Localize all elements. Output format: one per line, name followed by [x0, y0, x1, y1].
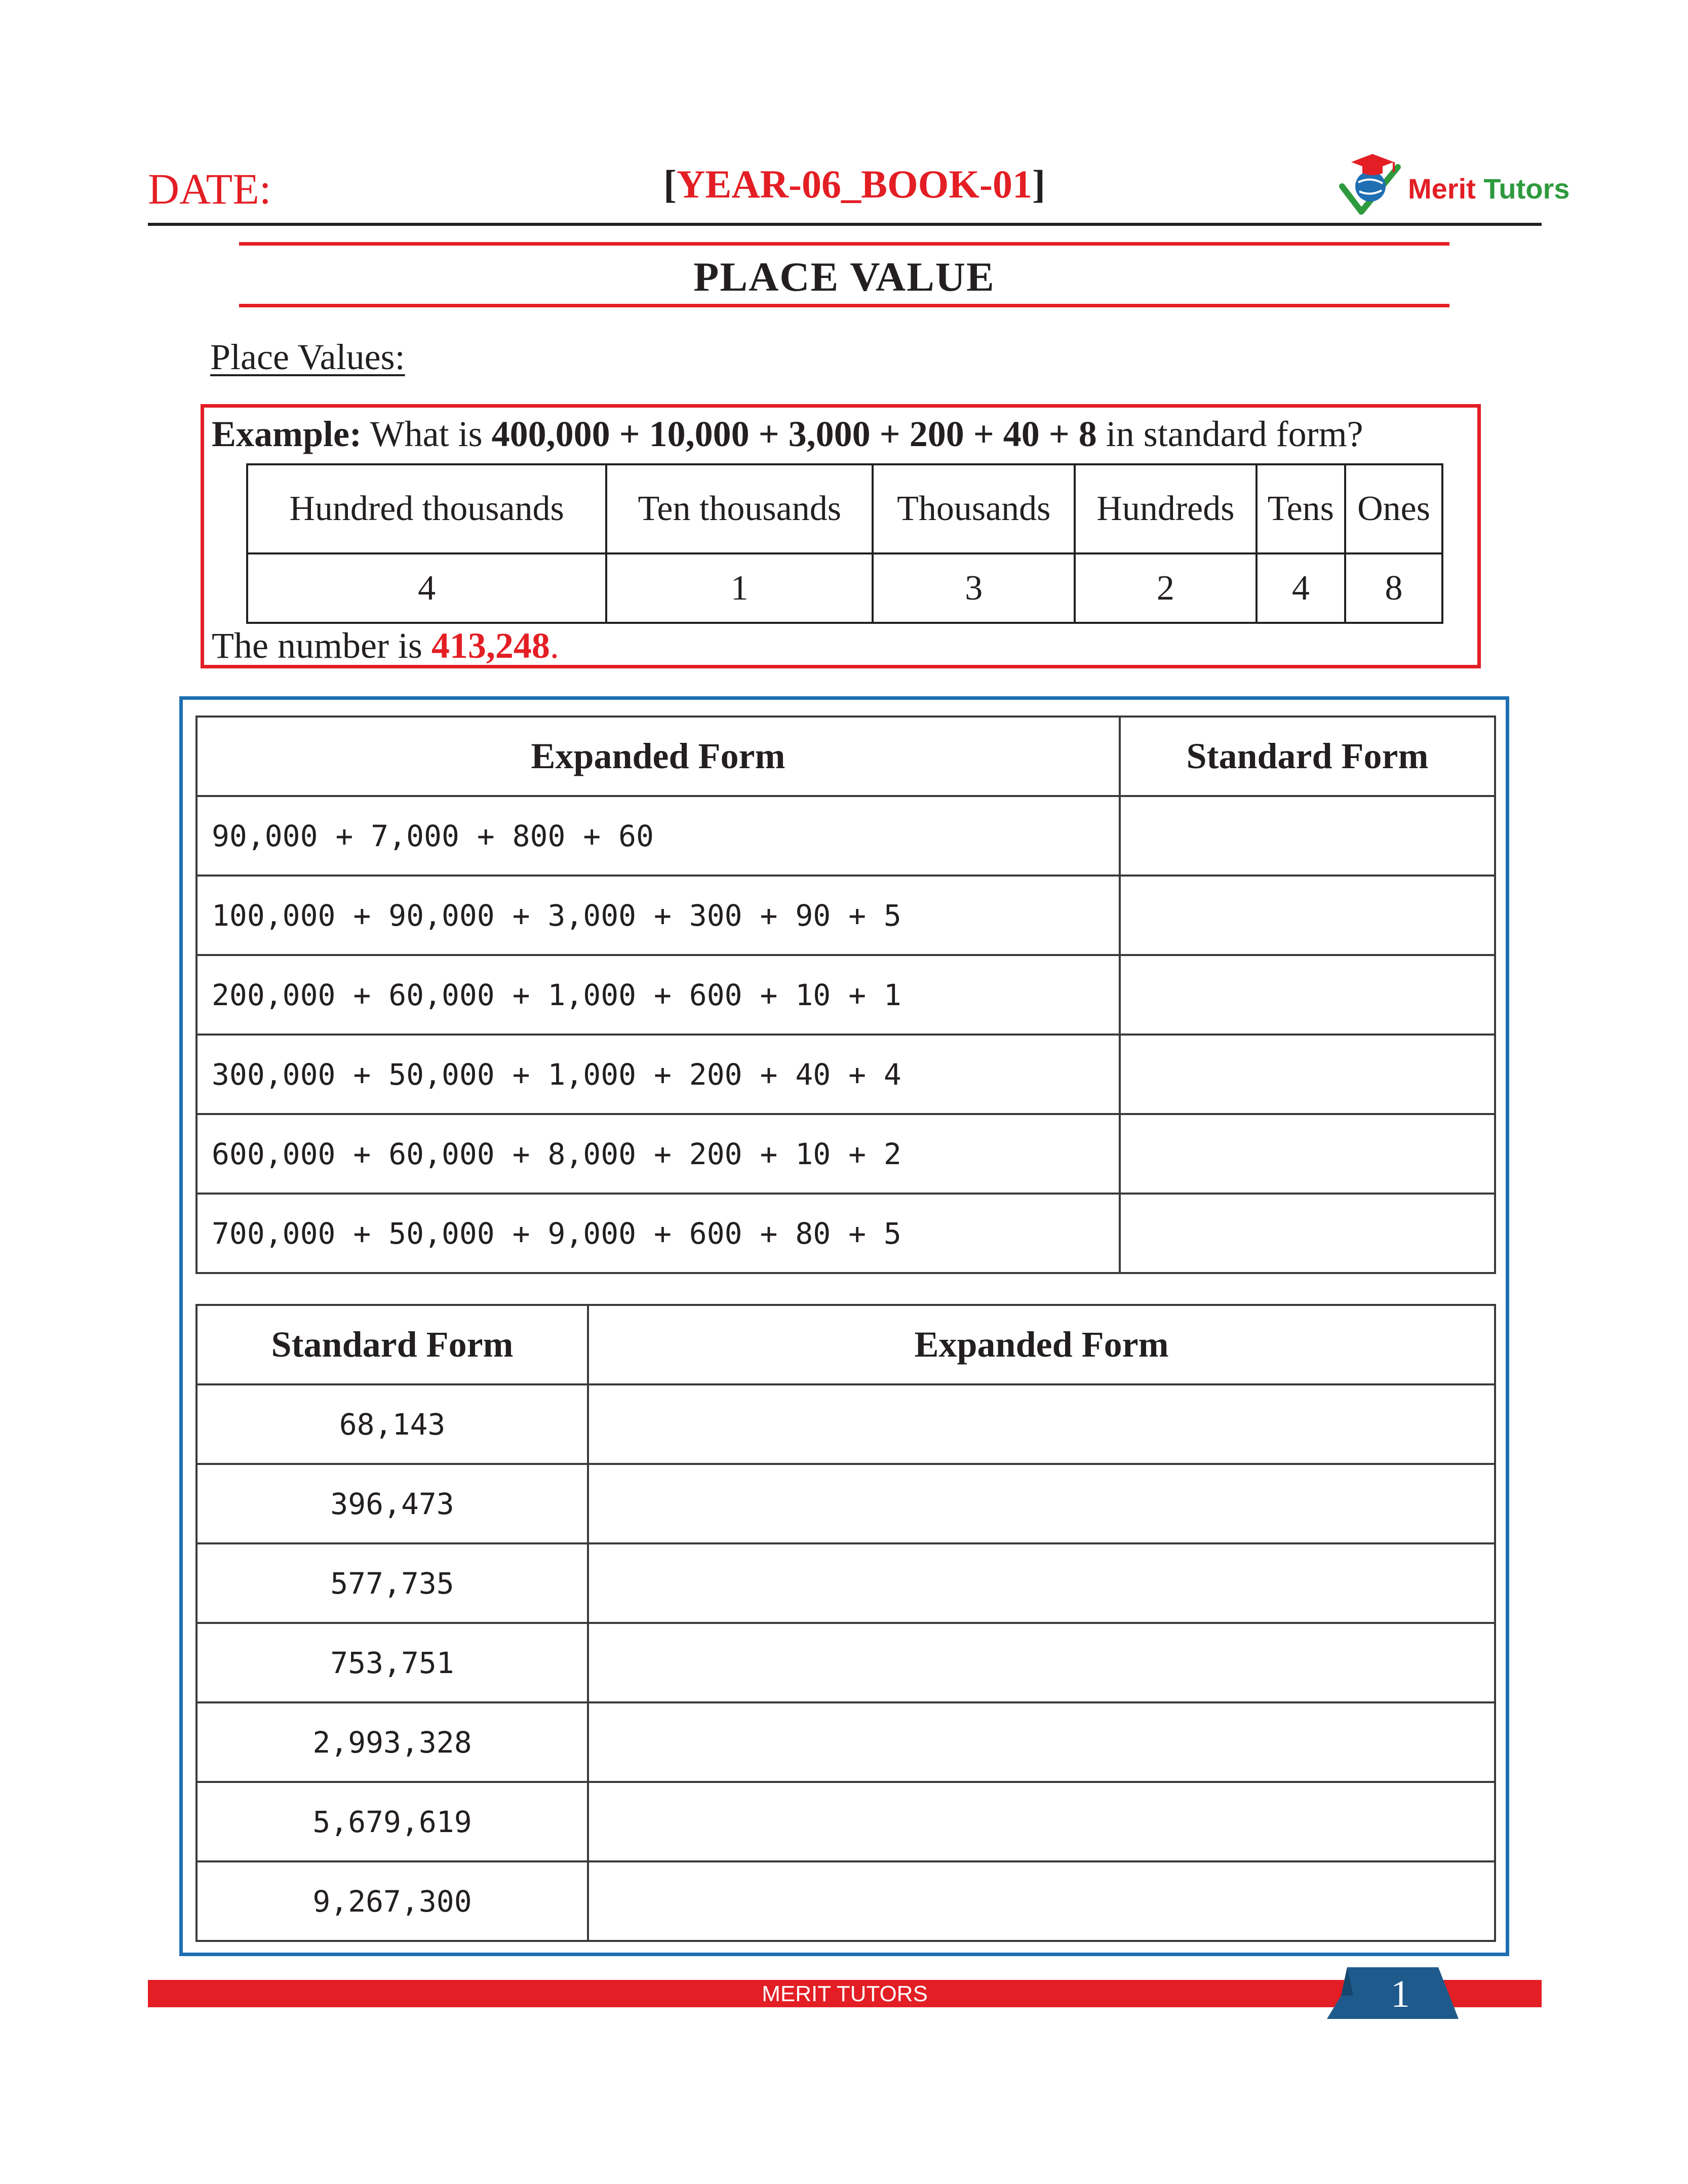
- standard-form-cell: 9,267,300: [197, 1861, 588, 1941]
- table-row: [197, 955, 1495, 1035]
- standard-answer-cell[interactable]: [1120, 1114, 1495, 1194]
- page-number: 1: [1391, 1973, 1410, 2015]
- expanded-answer-cell[interactable]: [588, 1861, 1495, 1941]
- expanded-answer-cell[interactable]: [588, 1782, 1495, 1861]
- standard-to-expanded-table: [195, 1304, 1496, 1942]
- place-value-header-row: [247, 464, 1442, 553]
- footer-text: MERIT TUTORS: [762, 1981, 928, 2006]
- book-code-text: YEAR-06_BOOK-01: [676, 162, 1032, 206]
- table-row: [197, 1114, 1495, 1194]
- place-value-digit: 3: [873, 553, 1075, 623]
- place-value-header: Hundred thousands: [247, 464, 606, 553]
- title-top-rule: [239, 242, 1449, 246]
- table-row: [197, 1384, 1495, 1464]
- expanded-form-cell: 300,000 + 50,000 + 1,000 + 200 + 40 + 4: [197, 1035, 1120, 1114]
- expanded-answer-cell[interactable]: [588, 1464, 1495, 1543]
- expanded-form-cell: 100,000 + 90,000 + 3,000 + 300 + 90 + 5: [197, 876, 1120, 955]
- example-label: Example:: [212, 414, 362, 454]
- standard-form-cell: 577,735: [197, 1543, 588, 1623]
- place-value-digit: 4: [247, 553, 606, 623]
- table-row: [197, 1782, 1495, 1861]
- place-value-header: Ones: [1345, 464, 1442, 553]
- column-header-standard: Standard Form: [197, 1305, 588, 1384]
- place-value-table: [246, 463, 1443, 624]
- expanded-answer-cell[interactable]: [588, 1384, 1495, 1464]
- brand-name: [1408, 175, 1569, 203]
- example-question: [212, 414, 1363, 454]
- place-value-digit: 1: [606, 553, 873, 623]
- place-value-header: Ten thousands: [606, 464, 873, 553]
- book-code-open-bracket: [: [663, 162, 677, 206]
- brand-name-second: Tutors: [1475, 173, 1570, 205]
- column-header-expanded: Expanded Form: [588, 1305, 1495, 1384]
- table-row: [197, 1543, 1495, 1623]
- example-answer-value: 413,248: [431, 625, 550, 666]
- expanded-form-cell: 700,000 + 50,000 + 9,000 + 600 + 80 + 5: [197, 1194, 1120, 1273]
- example-question-prefix: What is: [361, 414, 492, 454]
- example-answer-suffix: .: [549, 625, 559, 666]
- table-row: [197, 1035, 1495, 1114]
- standard-answer-cell[interactable]: [1120, 796, 1495, 876]
- header-divider: [148, 223, 1542, 226]
- place-value-digit: 2: [1075, 553, 1256, 623]
- expanded-answer-cell[interactable]: [588, 1702, 1495, 1782]
- book-code-close-bracket: ]: [1032, 162, 1045, 206]
- standard-form-cell: 753,751: [197, 1623, 588, 1702]
- book-code: [663, 162, 1045, 206]
- place-value-digit: 4: [1257, 553, 1345, 623]
- table-row: [197, 1623, 1495, 1702]
- standard-answer-cell[interactable]: [1120, 876, 1495, 955]
- expanded-form-cell: 600,000 + 60,000 + 8,000 + 200 + 10 + 2: [197, 1114, 1120, 1194]
- title-bottom-rule: [239, 304, 1449, 307]
- table-header-row: [197, 1305, 1495, 1384]
- example-question-suffix: in standard form?: [1096, 414, 1363, 454]
- expanded-to-standard-table: [195, 716, 1496, 1274]
- page-title: PLACE VALUE: [693, 254, 995, 300]
- example-answer: [212, 626, 559, 666]
- column-header-expanded: Expanded Form: [197, 717, 1120, 796]
- standard-form-cell: 5,679,619: [197, 1782, 588, 1861]
- expanded-answer-cell[interactable]: [588, 1623, 1495, 1702]
- standard-answer-cell[interactable]: [1120, 1035, 1495, 1114]
- table-header-row: [197, 717, 1495, 796]
- place-value-digit-row: [247, 553, 1442, 623]
- brand-name-first: Merit: [1408, 173, 1476, 205]
- example-expression: 400,000 + 10,000 + 3,000 + 200 + 40 + 8: [491, 414, 1097, 454]
- standard-form-cell: 68,143: [197, 1384, 588, 1464]
- expanded-answer-cell[interactable]: [588, 1543, 1495, 1623]
- standard-answer-cell[interactable]: [1120, 1194, 1495, 1273]
- place-value-header: Hundreds: [1075, 464, 1256, 553]
- table-row: [197, 1194, 1495, 1273]
- expanded-form-cell: 90,000 + 7,000 + 800 + 60: [197, 796, 1120, 876]
- table-row: [197, 1861, 1495, 1941]
- standard-form-cell: 2,993,328: [197, 1702, 588, 1782]
- place-value-header: Tens: [1257, 464, 1345, 553]
- place-value-header: Thousands: [873, 464, 1075, 553]
- expanded-form-cell: 200,000 + 60,000 + 1,000 + 600 + 10 + 1: [197, 955, 1120, 1035]
- table-row: [197, 1702, 1495, 1782]
- table-row: [197, 1464, 1495, 1543]
- date-label: DATE:: [148, 165, 271, 213]
- section-heading: Place Values:: [210, 337, 405, 377]
- table-row: [197, 796, 1495, 876]
- standard-form-cell: 396,473: [197, 1464, 588, 1543]
- example-answer-prefix: The number is: [212, 625, 431, 666]
- table-row: [197, 876, 1495, 955]
- place-value-digit: 8: [1345, 553, 1442, 623]
- standard-answer-cell[interactable]: [1120, 955, 1495, 1035]
- column-header-standard: Standard Form: [1120, 717, 1495, 796]
